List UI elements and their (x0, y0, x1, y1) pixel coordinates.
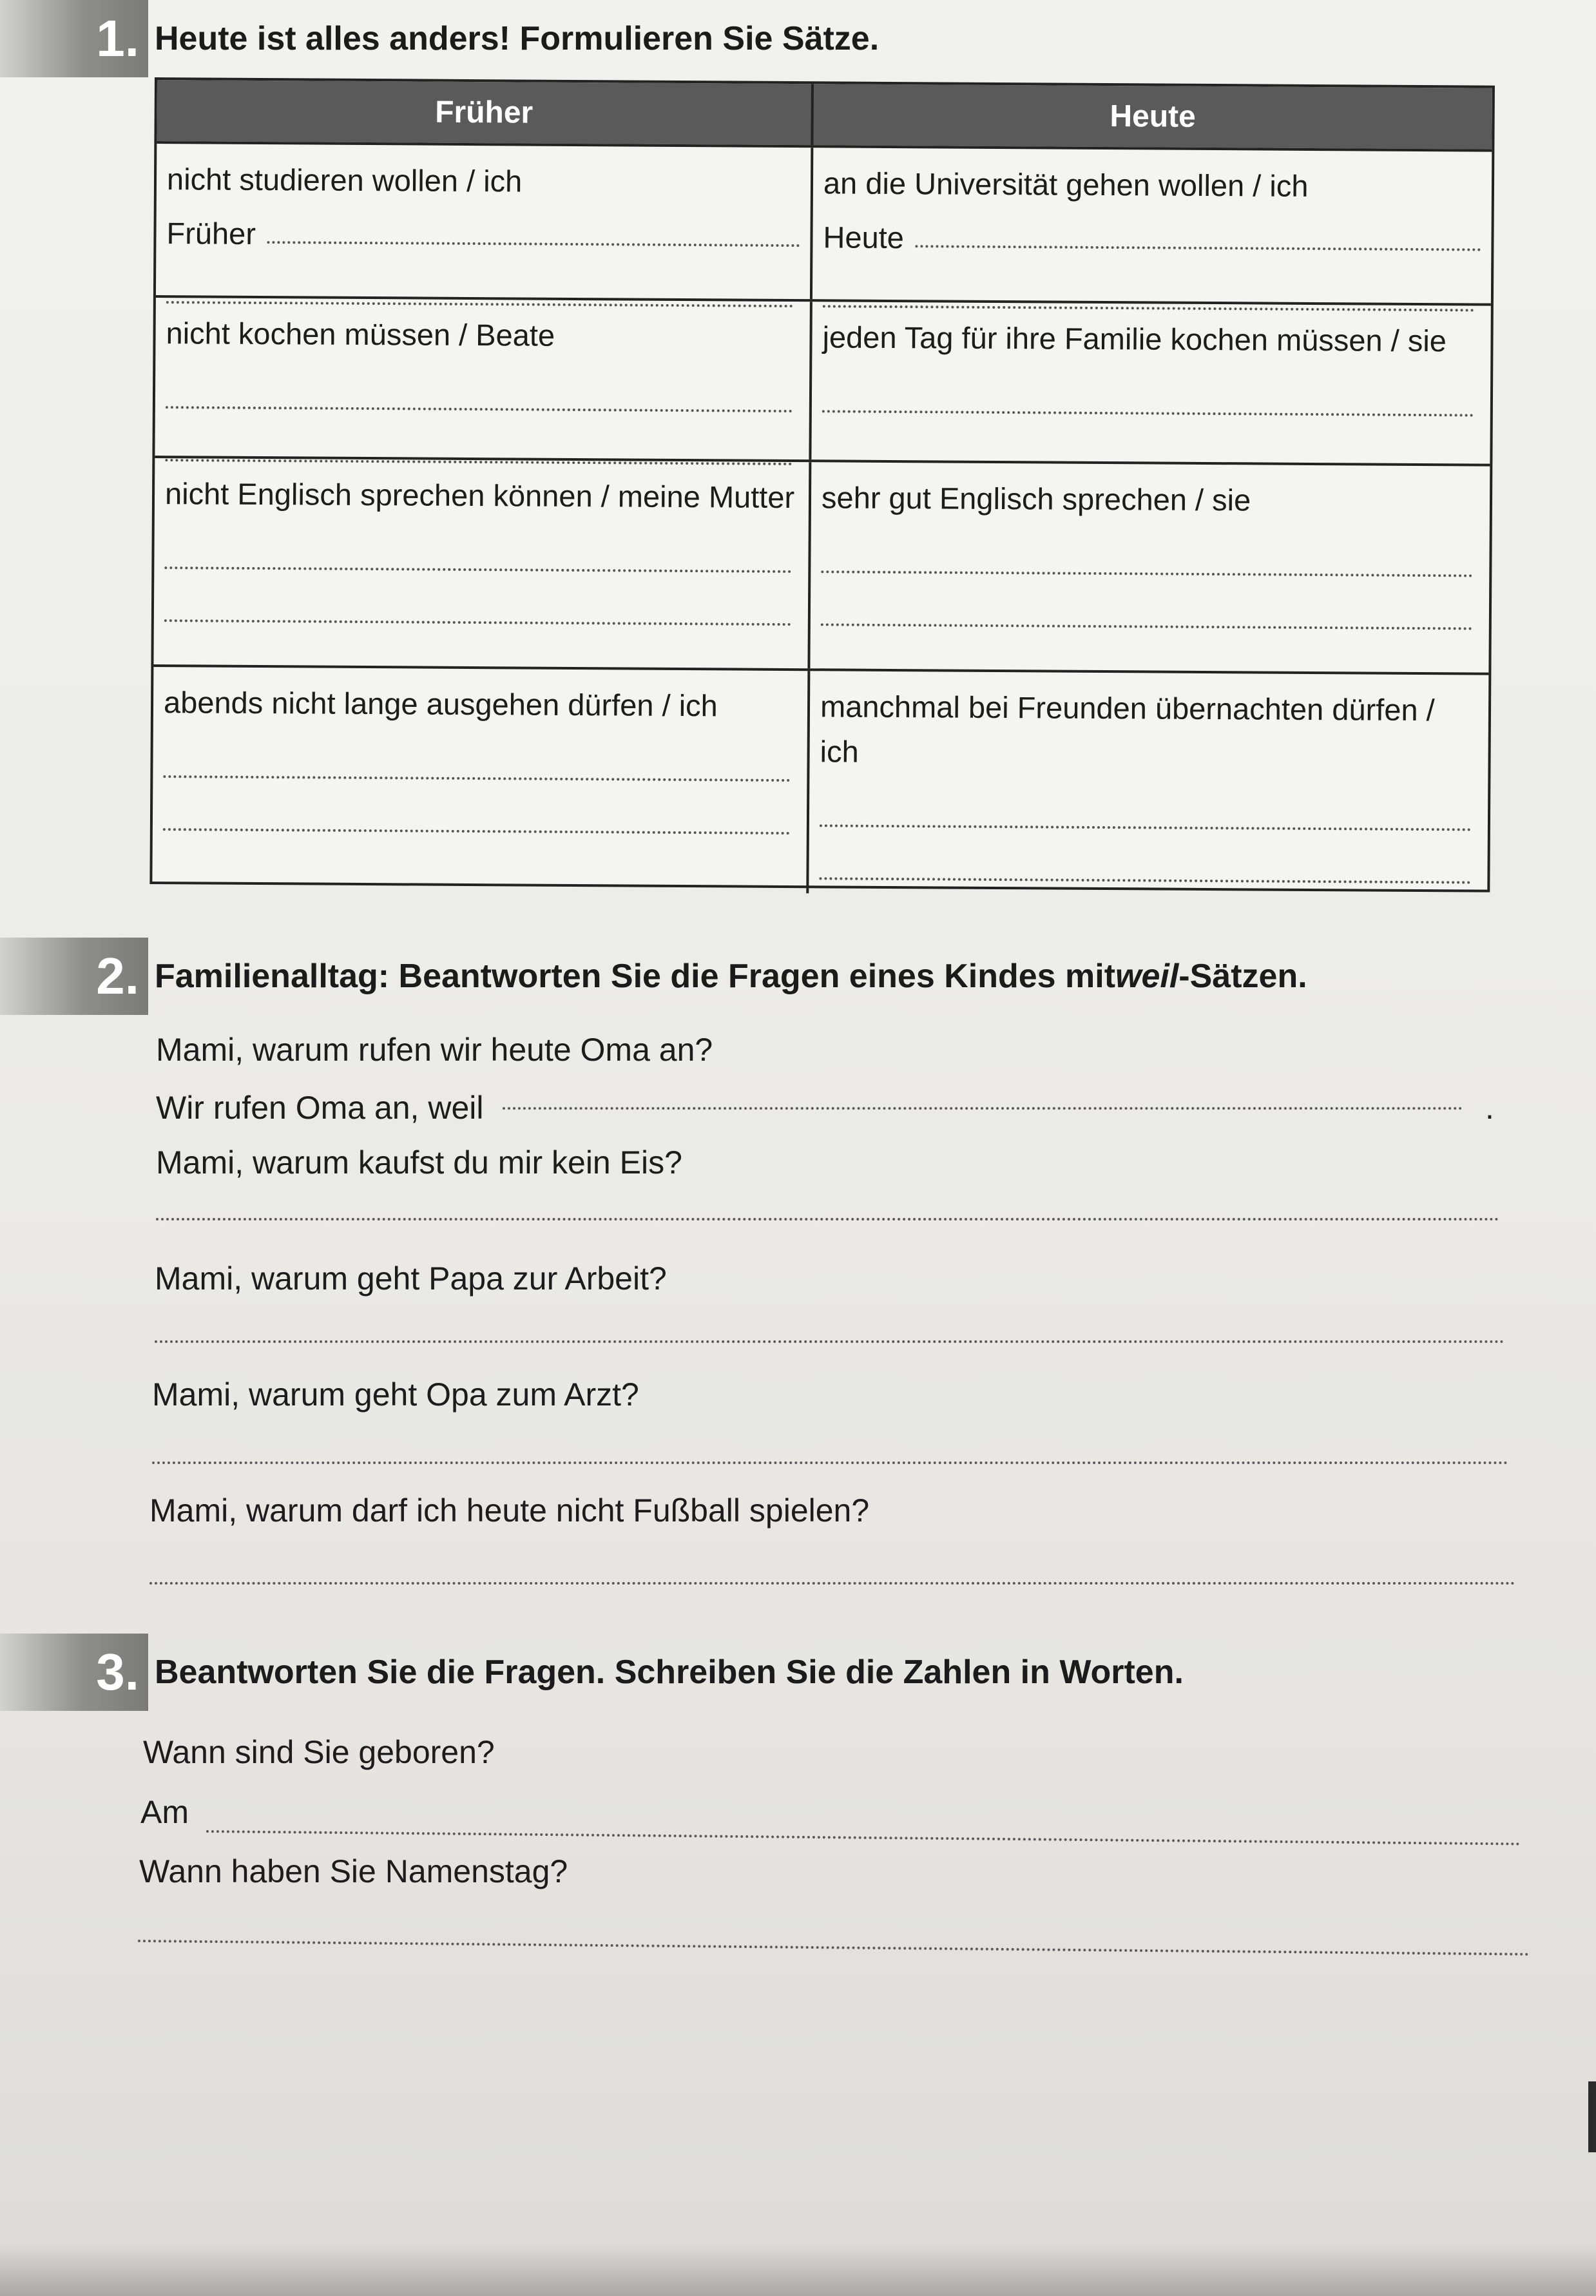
question-text: Mami, warum rufen wir heute Oma an? (156, 1032, 713, 1068)
dotted-answer-line[interactable] (164, 526, 791, 573)
dotted-answer-line[interactable] (149, 1582, 1515, 1585)
dotted-answer-line[interactable] (821, 583, 1472, 630)
table-row (153, 456, 1490, 673)
cue-text: nicht kochen müssen / Beate (166, 316, 555, 352)
cue-text: abends nicht lange ausgehen dürfen / ich (163, 685, 718, 723)
table-cell-frueher (152, 667, 807, 893)
dotted-answer-line[interactable] (155, 1340, 1505, 1343)
dotted-answer-line[interactable] (206, 1830, 1521, 1846)
table-header-row (157, 80, 1492, 150)
answer-lead-word: Heute (823, 220, 905, 255)
dotted-answer-line[interactable] (163, 735, 790, 782)
cue-text: manchmal bei Freunden übernachten dürfen / ich (820, 689, 1435, 769)
dotted-answer-line[interactable] (916, 244, 1481, 251)
question-text: Mami, warum kaufst du mir kein Eis? (156, 1144, 682, 1181)
answer-lead-text: Am (140, 1794, 189, 1830)
answer-line[interactable] (166, 208, 800, 255)
column-header-frueher: Früher (434, 95, 534, 130)
answer-line[interactable] (823, 212, 1481, 258)
dotted-answer-line[interactable] (166, 366, 793, 412)
exercise-number-badge: 3. (0, 1634, 148, 1711)
dotted-answer-line[interactable] (821, 530, 1472, 577)
question-text: Mami, warum darf ich heute nicht Fußball spielen? (149, 1492, 870, 1529)
page-edge-mark (1588, 2081, 1596, 2152)
table-cell-heute (807, 462, 1490, 672)
dotted-answer-line[interactable] (503, 1107, 1463, 1110)
frueher-heute-table (149, 77, 1495, 892)
question-text: Wann haben Sie Namenstag? (139, 1853, 568, 1889)
dotted-answer-line[interactable] (267, 240, 800, 247)
exercise-number-badge: 1. (0, 0, 148, 77)
question-text: Wann sind Sie geboren? (143, 1734, 495, 1770)
table-cell-frueher (156, 144, 811, 299)
answer-lead-text: Wir rufen Oma an, weil (156, 1090, 484, 1126)
cue-text: nicht Englisch sprechen können / meine Mutter (164, 476, 795, 515)
question-text: Mami, warum geht Papa zur Arbeit? (155, 1260, 667, 1297)
instruction-text: -Sätzen. (1178, 958, 1307, 995)
dotted-answer-line[interactable] (138, 1940, 1530, 1956)
cue-text: an die Universität gehen wollen / ich (823, 166, 1309, 203)
table-row (156, 141, 1492, 304)
exercise-3-instruction: Beantworten Sie die Fragen. Schreiben Sie die Zahlen in Worten. (155, 1654, 1184, 1691)
table-cell-heute (806, 671, 1488, 897)
dotted-answer-line[interactable] (819, 837, 1470, 883)
answer-lead-word: Früher (166, 216, 256, 251)
cue-text: jeden Tag für ihre Familie kochen müssen / sie (822, 320, 1447, 358)
table-cell-frueher (155, 298, 809, 459)
table-cell-heute (809, 302, 1490, 463)
exercise-2-instruction (155, 938, 1307, 1015)
table-row (152, 664, 1488, 898)
instruction-italic-word: weil (1115, 958, 1179, 995)
question-text: Mami, warum geht Opa zum Arzt? (152, 1376, 639, 1413)
instruction-text: Familienalltag: Beantworten Sie die Fragen eines Kindes mit (155, 958, 1116, 995)
dotted-answer-line[interactable] (156, 1218, 1499, 1220)
cue-text: sehr gut Englisch sprechen / sie (821, 480, 1251, 517)
exercise-number-badge: 2. (0, 938, 148, 1015)
dotted-answer-line[interactable] (163, 788, 790, 834)
table-cell-frueher (153, 458, 809, 668)
dotted-answer-line[interactable] (822, 370, 1474, 416)
table-row (155, 295, 1490, 464)
dotted-answer-line[interactable] (820, 784, 1471, 831)
page-bottom-shadow (0, 2244, 1596, 2296)
table-cell-heute (810, 148, 1492, 303)
cue-text: nicht studieren wollen / ich (166, 162, 523, 198)
dotted-answer-line[interactable] (152, 1462, 1508, 1464)
dotted-answer-line[interactable] (164, 579, 791, 626)
sentence-end-period: . (1485, 1090, 1494, 1126)
column-header-heute: Heute (811, 84, 1492, 149)
exercise-1-instruction: Heute ist alles anders! Formulieren Sie Sätze. (155, 20, 880, 57)
